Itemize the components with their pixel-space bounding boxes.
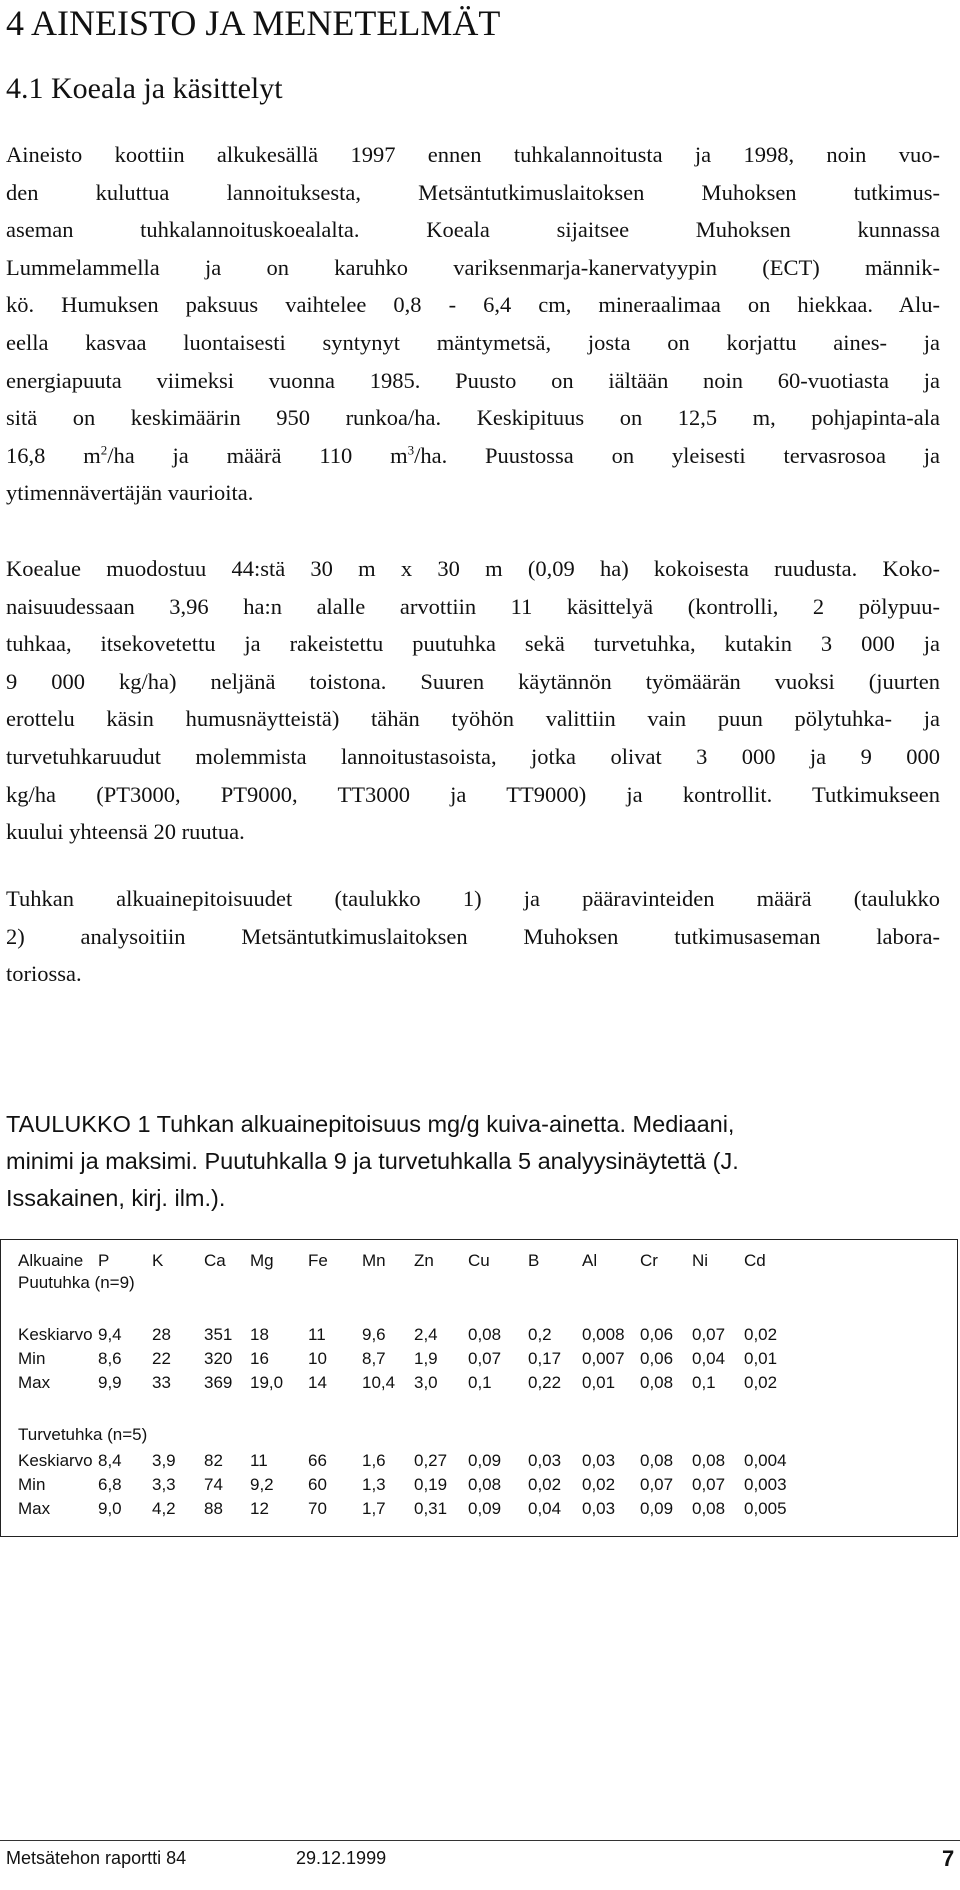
group-label: Turvetuhka (n=5) xyxy=(18,1425,148,1444)
paragraph-line: 9 000 kg/ha) neljänä toistona. Suuren käytännön työmäärän vuoksi (juurten xyxy=(6,668,940,694)
group-label: Puutuhka (n=9) xyxy=(18,1273,135,1292)
table-cell: 0,08 xyxy=(640,1451,674,1470)
paragraph-line: ytimennävertäjän vaurioita. xyxy=(6,480,254,506)
table-cell: 1,9 xyxy=(414,1349,438,1368)
table-cell: 60 xyxy=(308,1475,327,1494)
table-cell: 66 xyxy=(308,1451,327,1470)
caption-line: TAULUKKO 1 Tuhkan alkuainepitoisuus mg/g kuiva-ainetta. Mediaani, xyxy=(6,1111,735,1137)
table-cell: Ca xyxy=(204,1251,226,1270)
table-caption xyxy=(6,1106,936,1217)
subsection-heading: 4.1 Koeala ja käsittelyt xyxy=(6,72,283,105)
table-cell: 9,0 xyxy=(98,1499,122,1518)
table-cell: 8,7 xyxy=(362,1349,386,1368)
table-cell: 0,04 xyxy=(692,1349,726,1368)
table-cell: 3,0 xyxy=(414,1373,438,1392)
caption-line: minimi ja maksimi. Puutuhkalla 9 ja turvetuhkalla 5 analyysinäytettä (J. xyxy=(6,1148,739,1174)
paragraph-line: 16,8 $m^2/ha$ ja määrä 110 $m^3/ha$. Puustossa on yleisesti tervasrosoa ja xyxy=(6,442,940,468)
table-cell: 74 xyxy=(204,1475,223,1494)
table-cell: 33 xyxy=(152,1373,171,1392)
row-label: Alkuaine xyxy=(18,1251,84,1270)
table-cell: 0,008 xyxy=(582,1325,625,1344)
paragraph-line: eella kasvaa luontaisesti syntynyt mäntymetsä, josta on korjattu aines- ja xyxy=(6,329,940,355)
table-cell: 320 xyxy=(204,1349,233,1368)
table-cell: 11 xyxy=(308,1325,326,1344)
paragraph-line: sitä on keskimäärin 950 runkoa/ha. Keskipituus on 12,5 m, pohjapinta-ala xyxy=(6,405,940,431)
table-cell: 0,06 xyxy=(640,1349,674,1368)
table-cell: 16 xyxy=(250,1349,269,1368)
table-cell: 0,22 xyxy=(528,1373,562,1392)
table-cell: 0,02 xyxy=(744,1373,778,1392)
table-cell: Mg xyxy=(250,1251,274,1270)
table-cell: 70 xyxy=(308,1499,327,1518)
table-cell: 14 xyxy=(308,1373,327,1392)
table-cell: 0,19 xyxy=(414,1475,448,1494)
row-label: Max xyxy=(18,1499,51,1518)
table-cell: 0,004 xyxy=(744,1451,787,1470)
paragraph-3 xyxy=(6,880,940,993)
table-cell: 18 xyxy=(250,1325,269,1344)
paragraph-2 xyxy=(6,550,940,851)
paragraph-line: toriossa. xyxy=(6,961,82,987)
table-cell: 6,8 xyxy=(98,1475,122,1494)
table-cell: 10 xyxy=(308,1349,327,1368)
table-cell: 0,08 xyxy=(468,1475,502,1494)
table-cell: Cd xyxy=(744,1251,766,1270)
table-cell: 0,03 xyxy=(582,1451,616,1470)
table-cell: 9,2 xyxy=(250,1475,274,1494)
table-cell: 1,3 xyxy=(362,1475,386,1494)
paragraph-line: energiapuuta viimeksi vuonna 1985. Puusto on iältään noin 60-vuotiasta ja xyxy=(6,367,940,393)
table-cell: 0,09 xyxy=(640,1499,674,1518)
table-cell: B xyxy=(528,1251,540,1270)
table-cell: 0,07 xyxy=(692,1325,726,1344)
row-label: Max xyxy=(18,1373,51,1392)
table-cell: 0,27 xyxy=(414,1451,448,1470)
page-number: 7 xyxy=(942,1846,955,1871)
table-cell: 0,04 xyxy=(528,1499,562,1518)
table-cell: 9,9 xyxy=(98,1373,122,1392)
table-cell: 9,4 xyxy=(98,1325,122,1344)
table-cell: 8,6 xyxy=(98,1349,122,1368)
footer-rule xyxy=(0,1840,960,1841)
table-cell: 0,02 xyxy=(582,1475,616,1494)
table-cell: 0,1 xyxy=(468,1373,492,1392)
table-cell: P xyxy=(98,1251,110,1270)
table-cell: Mn xyxy=(362,1251,386,1270)
row-label: Min xyxy=(18,1475,46,1494)
paragraph-line: Koealue muodostuu 44:stä 30 m x 30 m (0,09 ha) kokoisesta ruudusta. Koko- xyxy=(6,556,940,581)
table-cell: 0,07 xyxy=(640,1475,674,1494)
paragraph-line: aseman tuhkalannoituskoealalta. Koeala sijaitsee Muhoksen kunnassa xyxy=(6,217,940,243)
table-cell: 11 xyxy=(250,1451,268,1470)
table-cell: 0,09 xyxy=(468,1451,502,1470)
table-cell: 0,01 xyxy=(582,1373,616,1392)
row-label: Keskiarvo xyxy=(18,1451,93,1470)
paragraph-line: kg/ha (PT3000, PT9000, TT3000 ja TT9000) ja kontrollit. Tutkimukseen xyxy=(6,781,940,807)
table-cell: 0,03 xyxy=(582,1499,616,1518)
table-cell: Fe xyxy=(308,1251,328,1270)
table-cell: 1,6 xyxy=(362,1451,386,1470)
table-cell: Zn xyxy=(414,1251,434,1270)
table-cell: 0,07 xyxy=(468,1349,502,1368)
table-cell: 28 xyxy=(152,1325,171,1344)
paragraph-line: tuhkaa, itsekovetettu ja rakeistettu puutuhka sekä turvetuhka, kutakin 3 000 ja xyxy=(6,631,940,657)
table-cell: 0,1 xyxy=(692,1373,716,1392)
table-cell: 0,08 xyxy=(692,1499,726,1518)
paragraph-line: Tuhkan alkuainepitoisuudet (taulukko 1) ja pääravinteiden määrä (taulukko xyxy=(6,886,940,911)
table-cell: 2,4 xyxy=(414,1325,438,1344)
paragraph-line: Aineisto koottiin alkukesällä 1997 ennen tuhkalannoitusta ja 1998, noin vuo- xyxy=(6,142,940,167)
table-cell: 12 xyxy=(250,1499,269,1518)
table-cell: 0,17 xyxy=(528,1349,562,1368)
table-cell: 10,4 xyxy=(362,1373,396,1392)
table-cell: 0,08 xyxy=(640,1373,674,1392)
table-cell: 351 xyxy=(204,1325,233,1344)
section-heading: 4 AINEISTO JA MENETELMÄT xyxy=(6,3,501,43)
table-cell: 0,31 xyxy=(414,1499,448,1518)
paragraph-line: kuului yhteensä 20 ruutua. xyxy=(6,819,245,845)
table-cell: 0,02 xyxy=(528,1475,562,1494)
paragraph-line: kö. Humuksen paksuus vaihtelee 0,8 - 6,4 cm, mineraalimaa on hiekkaa. Alu- xyxy=(6,292,940,318)
paragraph-line: naisuudessaan 3,96 ha:n alalle arvottiin 11 käsittelyä (kontrolli, 2 pölypuu- xyxy=(6,593,940,619)
table-cell: 0,03 xyxy=(528,1451,562,1470)
table-cell: 8,4 xyxy=(98,1451,122,1470)
table-cell: 22 xyxy=(152,1349,171,1368)
table-cell: Al xyxy=(582,1251,598,1270)
table-cell: 3,3 xyxy=(152,1475,176,1494)
paragraph-line: den kuluttua lannoituksesta, Metsäntutkimuslaitoksen Muhoksen tutkimus- xyxy=(6,179,940,205)
table-cell: 4,2 xyxy=(152,1499,176,1518)
table-cell: 19,0 xyxy=(250,1373,284,1392)
footer-publication: Metsätehon raportti 84 xyxy=(6,1848,187,1868)
table-cell: 0,08 xyxy=(468,1325,502,1344)
table-cell: 369 xyxy=(204,1373,233,1392)
table-cell: 0,01 xyxy=(744,1349,778,1368)
table-cell: 0,2 xyxy=(528,1325,552,1344)
table-cell: 88 xyxy=(204,1499,223,1518)
table-cell: 0,02 xyxy=(744,1325,778,1344)
table-cell: 0,003 xyxy=(744,1475,787,1494)
table-cell: Cr xyxy=(640,1251,658,1270)
table-cell: 9,6 xyxy=(362,1325,386,1344)
table-cell: 1,7 xyxy=(362,1499,386,1518)
paragraph-line: 2) analysoitiin Metsäntutkimuslaitoksen Muhoksen tutkimusaseman labora- xyxy=(6,923,940,949)
table-cell: 0,09 xyxy=(468,1499,502,1518)
table-cell: 0,007 xyxy=(582,1349,625,1368)
paragraph-line: Lummelammella ja on karuhko variksenmarja-kanervatyypin (ECT) männik- xyxy=(6,254,940,280)
caption-line: Issakainen, kirj. ilm.). xyxy=(6,1185,226,1211)
paragraph-1 xyxy=(6,136,940,512)
table-cell: 0,07 xyxy=(692,1475,726,1494)
table-cell: 0,08 xyxy=(692,1451,726,1470)
paragraph-line: turvetuhkaruudut molemmista lannoitustasoista, jotka olivat 3 000 ja 9 000 xyxy=(6,743,940,769)
row-label: Min xyxy=(18,1349,46,1368)
table-cell: 82 xyxy=(204,1451,223,1470)
paragraph-line: erottelu käsin humusnäytteistä) tähän työhön valittiin vain puun pölytuhka- ja xyxy=(6,706,940,732)
table-cell: 0,06 xyxy=(640,1325,674,1344)
table-cell: Cu xyxy=(468,1251,490,1270)
table-cell: K xyxy=(152,1251,164,1270)
table-cell: 0,005 xyxy=(744,1499,787,1518)
table-cell: 3,9 xyxy=(152,1451,176,1470)
row-label: Keskiarvo xyxy=(18,1325,93,1344)
table-cell: Ni xyxy=(692,1251,709,1270)
footer-date: 29.12.1999 xyxy=(296,1848,387,1868)
